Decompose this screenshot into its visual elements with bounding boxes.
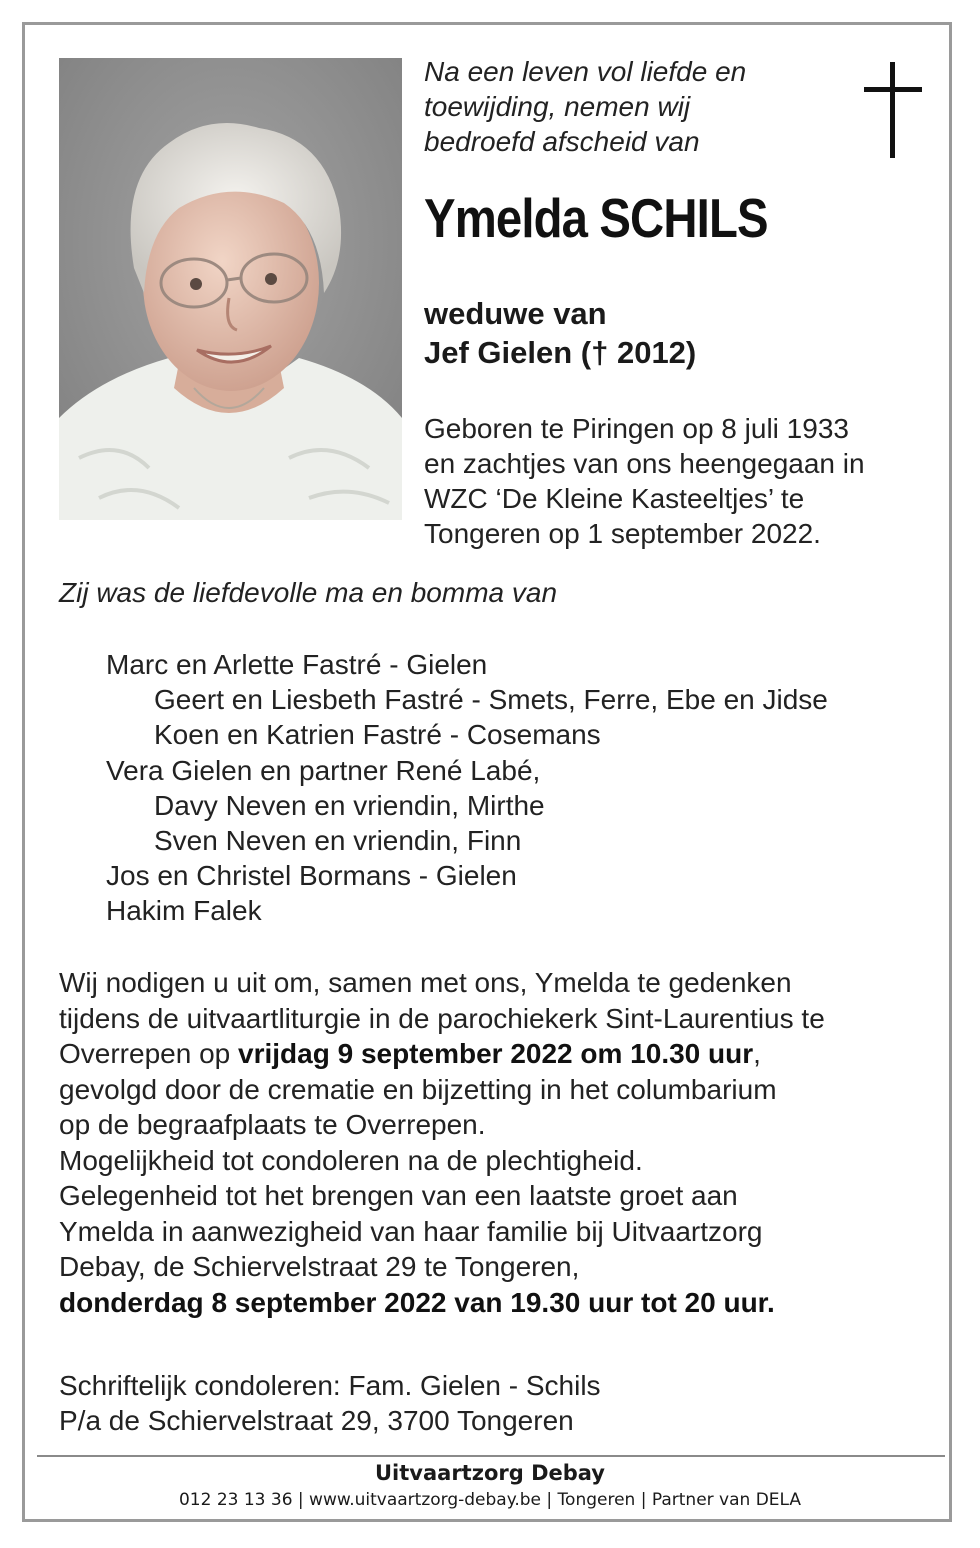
widow-line: weduwe van <box>424 296 607 331</box>
birth-line: Tongeren op 1 september 2022. <box>424 518 821 549</box>
invitation-text <box>59 965 939 1320</box>
intro-text <box>424 54 844 159</box>
invitation-line <box>59 1285 939 1321</box>
invitation-text-part: Overrepen op <box>59 1038 238 1069</box>
family-member: Sven Neven en vriendin, Finn <box>154 825 522 857</box>
intro-line: bedroefd afscheid van <box>424 126 700 157</box>
invitation-line: Gelegenheid tot het brengen van een laatste groet aan <box>59 1180 738 1211</box>
family-member: Geert en Liesbeth Fastré - Smets, Ferre, Ebe en Jidse <box>154 684 828 716</box>
funeral-home-name: Uitvaartzorg Debay <box>375 1461 605 1485</box>
footer-divider <box>37 1455 945 1457</box>
invitation-line: tijdens de uitvaartliturgie in de parochiekerk Sint-Laurentius te <box>59 1002 825 1034</box>
birth-line: en zachtjes van ons heengegaan in <box>424 448 865 479</box>
invitation-line: op de begraafplaats te Overrepen. <box>59 1109 486 1140</box>
family-member: Hakim Falek <box>106 895 262 927</box>
invitation-line: Ymelda in aanwezigheid van haar familie bij Uitvaartzorg <box>59 1215 763 1247</box>
birth-line: WZC ‘De Kleine Kasteeltjes’ te <box>424 483 805 514</box>
family-intro: Zij was de liefdevolle ma en bomma van <box>59 577 558 608</box>
condolence-address <box>59 1368 601 1438</box>
portrait-photo <box>59 58 402 520</box>
deceased-name: Ymelda SCHILS <box>424 187 768 249</box>
condolence-line: Schriftelijk condoleren: Fam. Gielen - Schils <box>59 1370 601 1401</box>
family-member: Davy Neven en vriendin, Mirthe <box>154 789 545 821</box>
invitation-line: gevolgd door de crematie en bijzetting in het columbarium <box>59 1073 777 1105</box>
portrait-illustration <box>59 58 402 520</box>
intro-line: Na een leven vol liefde en <box>424 56 747 87</box>
condolence-line: P/a de Schiervelstraat 29, 3700 Tongeren <box>59 1405 574 1436</box>
visitation-date: donderdag 8 september 2022 van 19.30 uur tot 20 uur. <box>59 1286 775 1318</box>
family-member: Jos en Christel Bormans - Gielen <box>106 860 517 892</box>
intro-line: toewijding, nemen wij <box>424 91 691 122</box>
cross-icon <box>864 62 922 158</box>
family-member: Marc en Arlette Fastré - Gielen <box>106 649 488 680</box>
funeral-date: vrijdag 9 september 2022 om 10.30 uur <box>238 1038 754 1069</box>
invitation-line <box>59 1036 939 1072</box>
widow-of <box>424 294 696 372</box>
family-member: Vera Gielen en partner René Labé, <box>106 754 541 786</box>
funeral-home-contact: 012 23 13 36 | www.uitvaartzorg-debay.be | Tongeren | Partner van DELA <box>178 1490 802 1510</box>
invitation-text-part: , <box>753 1038 761 1069</box>
invitation-line: Wij nodigen u uit om, samen met ons, Ymelda te gedenken <box>59 967 792 998</box>
invitation-line: Mogelijkheid tot condoleren na de plechtigheid. <box>59 1144 643 1176</box>
family-member: Koen en Katrien Fastré - Cosemans <box>154 719 601 751</box>
birth-line: Geboren te Piringen op 8 juli 1933 <box>424 413 849 444</box>
invitation-line: Debay, de Schiervelstraat 29 te Tongeren, <box>59 1251 580 1282</box>
family-list <box>106 647 828 929</box>
birth-death-text <box>424 411 924 551</box>
spouse-name: Jef Gielen († 2012) <box>424 335 697 370</box>
